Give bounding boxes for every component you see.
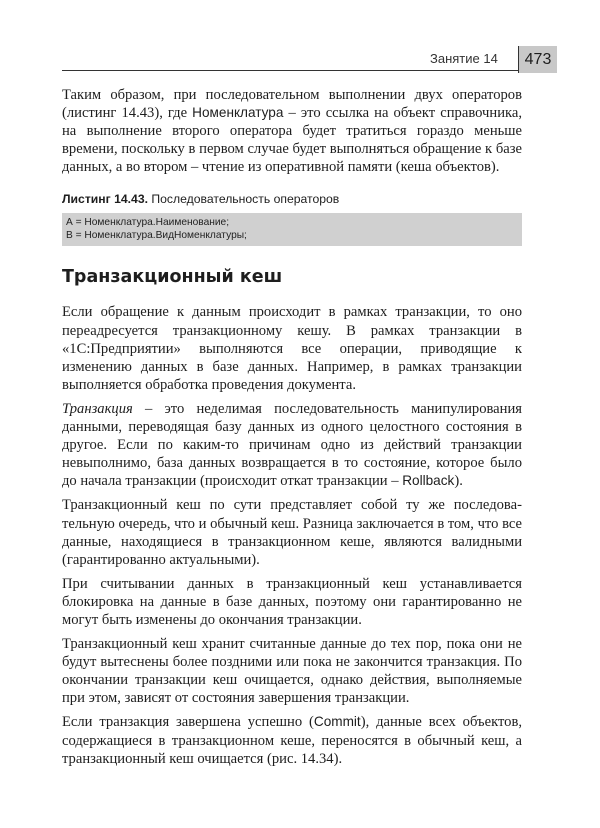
term-commit: Commit [313,714,361,730]
intro-text-2: – это ссылка на объект справочника, на выполнение второго оператора будет тратиться гораздо меньше времени, поскольку в первом случае будет выполняться обращение к базе данных, а во втором – чтение из оперативной памяти (кеша объектов). [62,105,522,176]
code-listing [62,213,522,246]
intro-text-1: Таким образом, при последовательном выполнении двух операторов (листинг 14.43), где [62,87,522,122]
listing-label: Листинг 14.43. [62,192,148,207]
paragraph-6-start: Если транзакция завершена успешно ( [62,714,314,731]
paragraph-2-end: ). [454,473,463,490]
paragraph-6 [62,713,522,767]
term-transaction: Транзакция [62,400,133,417]
paragraph-5: Транзакционный кеш хранит считанные данные до тех пор, пока они не будут вытеснены более поздними или пока не закончится транзакция. По окончании транзакции кеш очищается, однако действия, выполняемые при этом, зависят от состояния завершения транзакции. [62,636,522,707]
paragraph-1: Если обращение к данным происходит в рамках транзакции, то оно переадресуется транзакционному кешу. В рамках транзакции в «1С:Предприятии» выполняются все операции, приводящие к изменению данных в базе данных. Например, в рамках транзакции выполняется обработка проведения документа. [62,304,522,393]
code-line: В = Номенклатура.ВидНоменклатуры; [66,230,247,242]
paragraph-4: При считывании данных в транзакционный кеш устанавливается блокировка на данные в базе данных, поэтому они гарантированно не могут быть изменены до окончания транзакции. [62,575,522,628]
page-number: 473 [518,46,557,73]
intro-paragraph [62,86,522,176]
paragraph-2-text: – это неделимая последовательность манипулирования данными, переводящая базу данных из одного целостного состояния в другое. Если по каким-то причинам одно из действий транзакции невыполнимо, база данных возвращается в то состояние, которое было до начала транзакции (происходит откат транзакции – [62,400,522,490]
header-rule [62,70,518,71]
running-header: Занятие 14 [430,51,498,66]
code-line: А = Номенклатура.Наименование; [66,217,230,229]
section-heading: Транзакционный кеш [62,267,283,288]
listing-caption [62,192,522,206]
page-content [62,86,522,774]
paragraph-3: Транзакционный кеш по сути представляет собой ту же последовательную очередь, что и обычный кеш. Разница заключается в том, что все данные, находящиеся в транзакционном кеше, являются валидными (гарантированно актуальными). [62,497,523,568]
intro-term: Номенклатура [192,105,284,121]
paragraph-6-end: ), данные всех объектов, содержащиеся в транзакционном кеше, переносятся в обычный кеш, а транзакционный кеш очищается (рис. 14.34). [62,714,522,767]
term-rollback: Rollback [402,473,455,489]
paragraph-2 [62,400,522,490]
listing-title: Последовательность операторов [148,192,340,207]
